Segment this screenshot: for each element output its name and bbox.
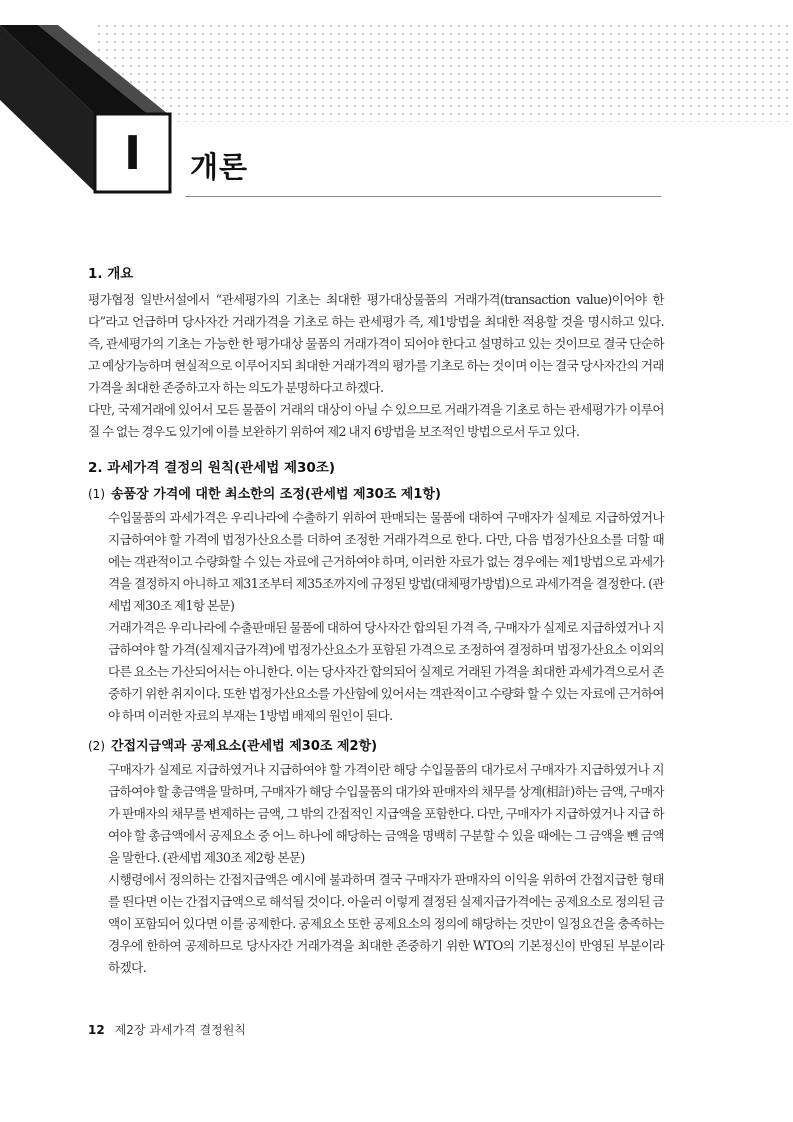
subsection-heading xyxy=(88,735,664,754)
section-heading-principle: 2. 과세가격 결정의 원칙(관세법 제30조) xyxy=(88,460,336,476)
paragraph: 거래가격은 우리나라에 수출판매된 물품에 대하여 당사자간 합의된 가격 즉, 구매자가 실제로 지급하였거나 지급하여야 할 가격(실제지급가격)에 법정가산요소가 포함된 가격으로 조정하여 결정하며 법정가산요소 이외의 다른 요소는 가산되어서는 아니한다. 이는 당사자간 합의되어 실제로 거래된 가격을 최대한 과세가격으로서 존중하기 위한 취지이다. 또한 법정가산요소를 가산함에 있어서는 객관적이고 수량화 할 수 있는 자료에 근거하여야 하며 이러한 자료의 부재는 1방법 배제의 원인이 된다. xyxy=(108,620,664,723)
main-content xyxy=(88,262,664,979)
paragraph: 시행령에서 정의하는 간접지급액은 예시에 불과하며 결국 구매자가 판매자의 이익을 위하여 간접지급한 형태를 띈다면 이는 간접지급액으로 해석될 것이다. 아울러 이렇게 결정된 실제지급가격에는 공제요소로 정의된 금액이 포함되어 있다면 이를 공제한다. 공제요소 또한 공제요소의 정의에 해당하는 것만이 일정요건을 충족하는 경우에 한하여 공제하므로 당사자간 거래가격을 최대한 존중하기 위한 WTO의 기본정신이 반영된 부분이라 하겠다. xyxy=(108,872,664,975)
paragraph: 평가협정 일반서설에서 “관세평가의 기초는 최대한 평가대상물품의 거래가격(transaction value)이어야 한다”라고 언급하며 당사자간 거래가격을 기초로 하는 관세평가 즉, 제1방법을 최대한 적용할 것을 명시하고 있다. 즉, 관세평가의 기초는 가능한 한 평가대상 물품의 거래가격이 되어야 한다고 설명하고 있는 것이므로 결국 단순하고 예상가능하며 현실적으로 이루어지되 최대한 거래가격의 평가를 기초로 하는 것이며 이는 결국 당사자간의 거래가격을 최대한 존중하고자 하는 의도가 분명하다고 하겠다. xyxy=(88,292,664,395)
paragraph: 수입물품의 과세가격은 우리나라에 수출하기 위하여 판매되는 물품에 대하여 구매자가 실제로 지급하였거나 지급하여야 할 가격에 법정가산요소를 더하여 조정한 거래가격으로 한다. 다만, 다음 법정가산요소를 더할 때에는 객관적이고 수량화할 수 있는 자료에 근거하여야 하며, 이러한 자료가 없는 경우에는 제1방법으로 과세가격을 결정하지 아니하고 제31조부터 제35조까지에 규정된 방법(대체평가방법)으로 과세가격을 결정한다. (관세법 제30조 제1항 본문) xyxy=(108,510,664,613)
page-number: 12 xyxy=(88,1023,105,1037)
section-heading-overview: 1. 개요 xyxy=(88,266,134,282)
chapter-title: 개론 xyxy=(190,150,249,184)
subsection-title: 송품장 가격에 대한 최소한의 조정(관세법 제30조 제1항) xyxy=(111,487,441,502)
paragraph: 다만, 국제거래에 있어서 모든 물품이 거래의 대상이 아닐 수 있으므로 거래가격을 기초로 하는 관세평가가 이루어질 수 없는 경우도 있기에 이를 보완하기 위하여 제2 내지 6방법을 보조적인 방법으로서 두고 있다. xyxy=(88,402,664,439)
title-divider xyxy=(185,196,661,197)
subsection-number: (2) xyxy=(88,739,105,753)
subsection-title: 간접지급액과 공제요소(관세법 제30조 제2항) xyxy=(111,739,378,754)
footer-chapter-label: 제2장 과세가격 결정원칙 xyxy=(114,1023,246,1037)
subsection-number: (1) xyxy=(88,487,105,501)
page-footer xyxy=(88,1021,246,1038)
chapter-number: I xyxy=(123,126,142,180)
paragraph: 구매자가 실제로 지급하였거나 지급하여야 할 가격이란 해당 수입물품의 대가로서 구매자가 지급하였거나 지급하여야 할 총금액을 말하며, 구매자가 해당 수입물품의 대가와 판매자의 채무를 상계(相計)하는 금액, 구매자가 판매자의 채무를 변제하는 금액, 그 밖의 간접적인 지급액을 포함한다. 다만, 구매자가 지급하였거나 지급 하여야 할 총금액에서 공제요소 중 어느 하나에 해당하는 금액을 명백히 구분할 수 있을 때에는 그 금액을 뺀 금액을 말한다. (관세법 제30조 제2항 본문) xyxy=(108,762,664,865)
subsection-heading xyxy=(88,483,664,502)
